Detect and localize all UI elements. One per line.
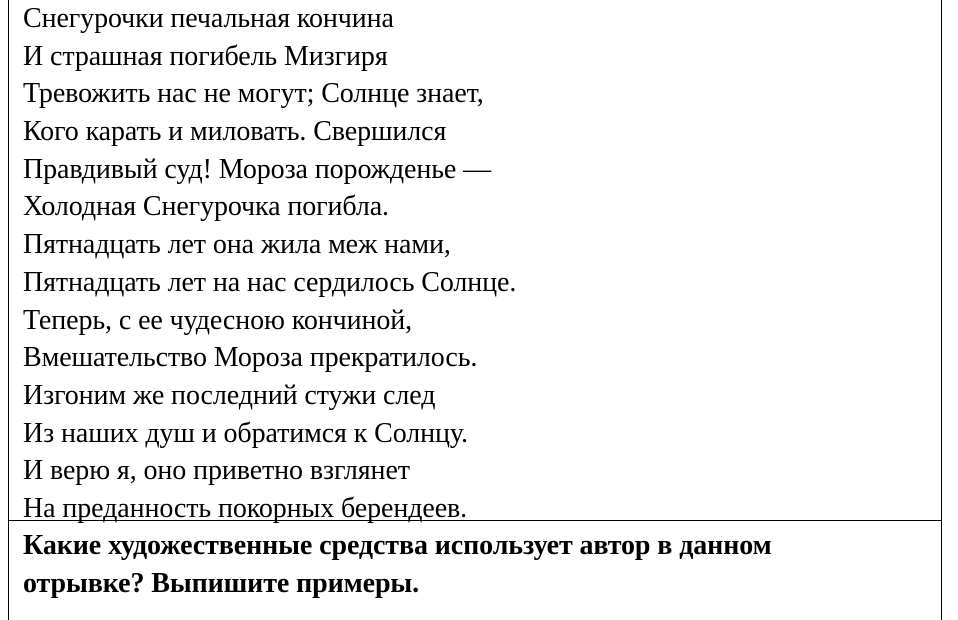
poem-line: Из наших душ и обратимся к Солнцу. [23, 417, 468, 449]
poem-line: Пятнадцать лет на нас сердилось Солнце. [23, 266, 517, 298]
poem-line: На преданность покорных берендеев. [23, 492, 468, 524]
poem-line: Снегурочки печальная кончина [23, 3, 394, 34]
row-divider [9, 520, 941, 521]
poem-excerpt [23, 0, 931, 528]
question-line-1: Какие художественные средства использует автор в данном [23, 530, 772, 561]
poem-line: Правдивый суд! Мороза порожденье — [23, 153, 492, 185]
question-prompt [23, 527, 921, 603]
poem-line: Изгоним же последний стужи след [23, 379, 436, 411]
poem-line: Пятнадцать лет она жила меж нами, [23, 229, 451, 261]
poem-line: Кого карать и миловать. Свершился [23, 116, 447, 148]
poem-line: Теперь, с ее чудесною кончиной, [23, 304, 413, 336]
poem-line: Тревожить нас не могут; Солнце знает, [23, 78, 484, 110]
document-table [8, 0, 942, 620]
poem-line: И верю я, оно приветно взглянет [23, 455, 410, 487]
question-line-2: отрывке? Выпишите примеры. [23, 568, 420, 599]
poem-line: И страшная погибель Мизгиря [23, 40, 388, 72]
poem-line: Вмешательство Мороза прекратилось. [23, 342, 478, 374]
poem-line: Холодная Снегурочка погибла. [23, 191, 389, 223]
